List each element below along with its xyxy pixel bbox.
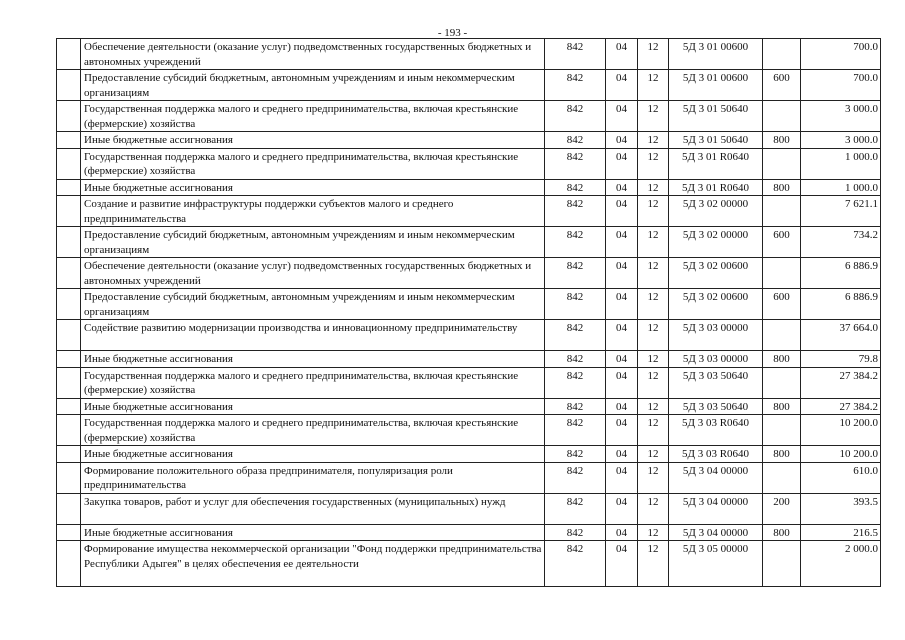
row-csr-code: 5Д 3 01 R0640 [669, 179, 763, 196]
row-pr-code: 12 [638, 462, 669, 493]
row-amount: 6 886.9 [801, 258, 881, 289]
row-margin-cell [57, 70, 81, 101]
row-margin-cell [57, 132, 81, 149]
row-margin-cell [57, 289, 81, 320]
row-csr-code: 5Д 3 03 R0640 [669, 415, 763, 446]
row-description: Предоставление субсидий бюджетным, автономным учреждениям и иным некоммерческим организациям [81, 289, 545, 320]
row-csr-code: 5Д 3 04 00000 [669, 462, 763, 493]
table-row [57, 101, 881, 132]
row-margin-cell [57, 320, 81, 351]
row-amount: 3 000.0 [801, 101, 881, 132]
table-row [57, 289, 881, 320]
row-csr-code: 5Д 3 01 50640 [669, 101, 763, 132]
row-description: Иные бюджетные ассигнования [81, 179, 545, 196]
row-pr-code: 12 [638, 524, 669, 541]
row-ved-code: 842 [545, 39, 606, 70]
row-vr-code [763, 148, 801, 179]
row-ved-code: 842 [545, 446, 606, 463]
row-pr-code: 12 [638, 70, 669, 101]
table-row [57, 541, 881, 587]
row-amount: 79.8 [801, 351, 881, 368]
row-ved-code: 842 [545, 320, 606, 351]
row-pr-code: 12 [638, 258, 669, 289]
table-row [57, 351, 881, 368]
row-rz-code: 04 [606, 179, 638, 196]
row-ved-code: 842 [545, 398, 606, 415]
row-description: Формирование положительного образа предпринимателя, популяризация роли предпринимательства [81, 462, 545, 493]
row-csr-code: 5Д 3 03 50640 [669, 367, 763, 398]
row-vr-code: 800 [763, 351, 801, 368]
row-description: Предоставление субсидий бюджетным, автономным учреждениям и иным некоммерческим организациям [81, 227, 545, 258]
row-pr-code: 12 [638, 398, 669, 415]
table-row [57, 398, 881, 415]
row-csr-code: 5Д 3 02 00600 [669, 258, 763, 289]
row-vr-code [763, 320, 801, 351]
table-row [57, 227, 881, 258]
row-csr-code: 5Д 3 01 00600 [669, 70, 763, 101]
row-vr-code: 800 [763, 524, 801, 541]
budget-table [56, 38, 881, 587]
row-csr-code: 5Д 3 03 00000 [669, 320, 763, 351]
row-ved-code: 842 [545, 289, 606, 320]
row-vr-code [763, 39, 801, 70]
row-description: Обеспечение деятельности (оказание услуг) подведомственных государственных бюджетных и автономных учреждений [81, 258, 545, 289]
row-pr-code: 12 [638, 132, 669, 149]
row-pr-code: 12 [638, 148, 669, 179]
table-row [57, 39, 881, 70]
row-margin-cell [57, 446, 81, 463]
row-description: Иные бюджетные ассигнования [81, 398, 545, 415]
row-description: Создание и развитие инфраструктуры поддержки субъектов малого и среднего предпринимательства [81, 196, 545, 227]
row-ved-code: 842 [545, 415, 606, 446]
row-rz-code: 04 [606, 541, 638, 587]
table-row [57, 258, 881, 289]
row-rz-code: 04 [606, 196, 638, 227]
row-description: Обеспечение деятельности (оказание услуг) подведомственных государственных бюджетных и автономных учреждений [81, 39, 545, 70]
table-row [57, 493, 881, 524]
row-pr-code: 12 [638, 541, 669, 587]
row-margin-cell [57, 179, 81, 196]
row-description: Иные бюджетные ассигнования [81, 446, 545, 463]
row-pr-code: 12 [638, 101, 669, 132]
row-vr-code [763, 462, 801, 493]
row-rz-code: 04 [606, 524, 638, 541]
row-vr-code: 800 [763, 132, 801, 149]
row-amount: 37 664.0 [801, 320, 881, 351]
table-row [57, 196, 881, 227]
row-ved-code: 842 [545, 493, 606, 524]
row-margin-cell [57, 148, 81, 179]
row-amount: 6 886.9 [801, 289, 881, 320]
row-ved-code: 842 [545, 196, 606, 227]
row-pr-code: 12 [638, 179, 669, 196]
row-vr-code: 600 [763, 289, 801, 320]
row-amount: 700.0 [801, 70, 881, 101]
row-vr-code [763, 415, 801, 446]
row-rz-code: 04 [606, 148, 638, 179]
row-amount: 393.5 [801, 493, 881, 524]
row-rz-code: 04 [606, 258, 638, 289]
row-amount: 1 000.0 [801, 179, 881, 196]
row-pr-code: 12 [638, 196, 669, 227]
row-pr-code: 12 [638, 367, 669, 398]
row-margin-cell [57, 39, 81, 70]
row-ved-code: 842 [545, 351, 606, 368]
row-rz-code: 04 [606, 415, 638, 446]
row-rz-code: 04 [606, 351, 638, 368]
row-csr-code: 5Д 3 02 00000 [669, 227, 763, 258]
row-margin-cell [57, 398, 81, 415]
row-csr-code: 5Д 3 03 00000 [669, 351, 763, 368]
row-description: Государственная поддержка малого и среднего предпринимательства, включая крестьянские (фермерские) хозяйства [81, 148, 545, 179]
row-amount: 610.0 [801, 462, 881, 493]
row-ved-code: 842 [545, 258, 606, 289]
row-ved-code: 842 [545, 541, 606, 587]
row-amount: 10 200.0 [801, 446, 881, 463]
row-margin-cell [57, 258, 81, 289]
row-description: Предоставление субсидий бюджетным, автономным учреждениям и иным некоммерческим организациям [81, 70, 545, 101]
row-vr-code [763, 258, 801, 289]
row-pr-code: 12 [638, 289, 669, 320]
row-margin-cell [57, 367, 81, 398]
table-row [57, 367, 881, 398]
table-row [57, 132, 881, 149]
row-csr-code: 5Д 3 03 R0640 [669, 446, 763, 463]
row-ved-code: 842 [545, 148, 606, 179]
row-csr-code: 5Д 3 02 00000 [669, 196, 763, 227]
row-rz-code: 04 [606, 320, 638, 351]
row-vr-code: 600 [763, 70, 801, 101]
row-amount: 2 000.0 [801, 541, 881, 587]
table-row [57, 524, 881, 541]
row-description: Иные бюджетные ассигнования [81, 351, 545, 368]
table-row [57, 70, 881, 101]
table-row [57, 415, 881, 446]
row-amount: 3 000.0 [801, 132, 881, 149]
row-pr-code: 12 [638, 39, 669, 70]
row-vr-code: 600 [763, 227, 801, 258]
row-csr-code: 5Д 3 01 R0640 [669, 148, 763, 179]
row-vr-code: 800 [763, 398, 801, 415]
row-ved-code: 842 [545, 462, 606, 493]
row-csr-code: 5Д 3 05 00000 [669, 541, 763, 587]
row-margin-cell [57, 351, 81, 368]
row-csr-code: 5Д 3 02 00600 [669, 289, 763, 320]
row-description: Формирование имущества некоммерческой организации "Фонд поддержки предпринимательства Республики Адыгея" в целях обеспечения ее деятельности [81, 541, 545, 587]
row-ved-code: 842 [545, 227, 606, 258]
row-csr-code: 5Д 3 04 00000 [669, 524, 763, 541]
row-ved-code: 842 [545, 367, 606, 398]
row-margin-cell [57, 415, 81, 446]
row-amount: 10 200.0 [801, 415, 881, 446]
row-vr-code: 800 [763, 179, 801, 196]
table-row [57, 462, 881, 493]
row-description: Иные бюджетные ассигнования [81, 132, 545, 149]
row-csr-code: 5Д 3 01 50640 [669, 132, 763, 149]
row-rz-code: 04 [606, 289, 638, 320]
row-description: Иные бюджетные ассигнования [81, 524, 545, 541]
row-margin-cell [57, 541, 81, 587]
page-number: - 193 - [437, 27, 468, 39]
row-vr-code: 800 [763, 446, 801, 463]
row-description: Закупка товаров, работ и услуг для обеспечения государственных (муниципальных) нужд [81, 493, 545, 524]
row-amount: 27 384.2 [801, 398, 881, 415]
row-pr-code: 12 [638, 415, 669, 446]
row-amount: 700.0 [801, 39, 881, 70]
row-ved-code: 842 [545, 70, 606, 101]
row-amount: 1 000.0 [801, 148, 881, 179]
row-margin-cell [57, 462, 81, 493]
row-rz-code: 04 [606, 398, 638, 415]
table-row [57, 320, 881, 351]
row-description: Государственная поддержка малого и среднего предпринимательства, включая крестьянские (фермерские) хозяйства [81, 415, 545, 446]
row-csr-code: 5Д 3 03 50640 [669, 398, 763, 415]
row-csr-code: 5Д 3 04 00000 [669, 493, 763, 524]
row-vr-code: 200 [763, 493, 801, 524]
row-rz-code: 04 [606, 70, 638, 101]
row-pr-code: 12 [638, 446, 669, 463]
row-pr-code: 12 [638, 320, 669, 351]
row-ved-code: 842 [545, 179, 606, 196]
row-vr-code [763, 196, 801, 227]
row-amount: 216.5 [801, 524, 881, 541]
row-pr-code: 12 [638, 227, 669, 258]
row-rz-code: 04 [606, 39, 638, 70]
row-pr-code: 12 [638, 493, 669, 524]
row-rz-code: 04 [606, 493, 638, 524]
row-amount: 7 621.1 [801, 196, 881, 227]
row-vr-code [763, 541, 801, 587]
row-vr-code [763, 367, 801, 398]
row-description: Содействие развитию модернизации производства и инновационному предпринимательству [81, 320, 545, 351]
row-pr-code: 12 [638, 351, 669, 368]
row-description: Государственная поддержка малого и среднего предпринимательства, включая крестьянские (фермерские) хозяйства [81, 367, 545, 398]
row-description: Государственная поддержка малого и среднего предпринимательства, включая крестьянские (фермерские) хозяйства [81, 101, 545, 132]
row-rz-code: 04 [606, 446, 638, 463]
row-ved-code: 842 [545, 101, 606, 132]
table-row [57, 148, 881, 179]
row-amount: 27 384.2 [801, 367, 881, 398]
table-row [57, 446, 881, 463]
row-csr-code: 5Д 3 01 00600 [669, 39, 763, 70]
row-margin-cell [57, 101, 81, 132]
row-rz-code: 04 [606, 227, 638, 258]
row-margin-cell [57, 493, 81, 524]
row-rz-code: 04 [606, 367, 638, 398]
row-ved-code: 842 [545, 524, 606, 541]
row-amount: 734.2 [801, 227, 881, 258]
row-vr-code [763, 101, 801, 132]
row-margin-cell [57, 196, 81, 227]
row-rz-code: 04 [606, 462, 638, 493]
row-rz-code: 04 [606, 132, 638, 149]
row-rz-code: 04 [606, 101, 638, 132]
row-margin-cell [57, 524, 81, 541]
row-margin-cell [57, 227, 81, 258]
row-ved-code: 842 [545, 132, 606, 149]
table-row [57, 179, 881, 196]
